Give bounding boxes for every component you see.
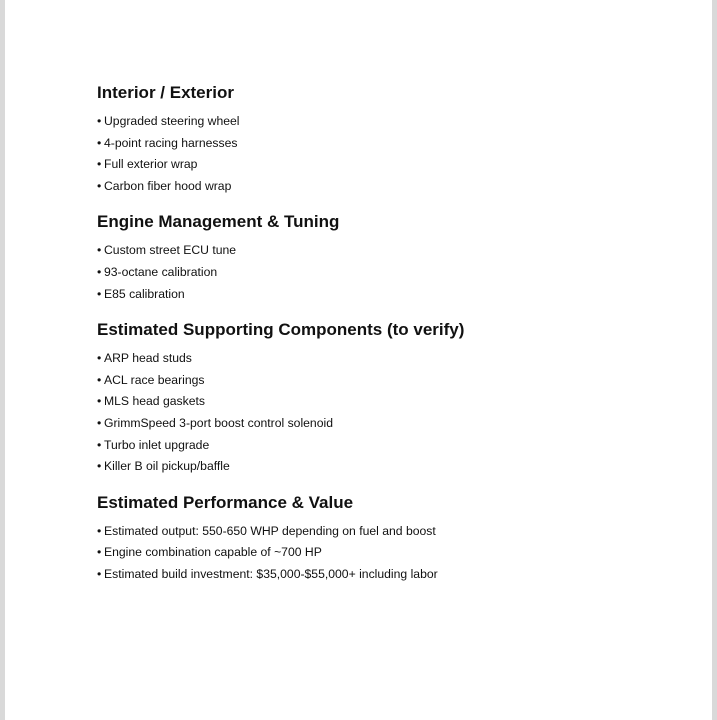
list-item (97, 391, 677, 413)
list-item (97, 111, 677, 133)
document-page (5, 0, 712, 720)
bullet-icon: • (97, 264, 102, 279)
section-title: Interior / Exterior (97, 83, 234, 102)
document-content (97, 82, 677, 600)
bullet-icon: • (97, 135, 102, 150)
list-item (97, 370, 677, 392)
list-item (97, 413, 677, 435)
section-title: Estimated Supporting Components (to verify) (97, 320, 465, 340)
list-item (97, 284, 677, 306)
section-engine-management (97, 211, 677, 305)
section-title: Engine Management & Tuning (97, 212, 340, 232)
list-item (97, 456, 677, 478)
list-item-text: GrimmSpeed 3-port boost control solenoid (104, 415, 333, 430)
list-item (97, 262, 677, 284)
list-item (97, 542, 677, 564)
list-item-text: Upgraded steering wheel (104, 114, 240, 128)
list-item-text: Carbon fiber hood wrap (104, 178, 232, 193)
bullet-icon: • (97, 566, 102, 581)
list-item-text: Killer B oil pickup/baffle (104, 459, 230, 474)
section-title: Estimated Performance & Value (97, 492, 354, 512)
list-item (97, 176, 677, 198)
list-item-text: Estimated output: 550-650 WHP depending on fuel and boost (104, 523, 436, 538)
bullet-icon: • (97, 157, 102, 172)
list-item-text: Engine combination capable of ~700 HP (104, 545, 322, 560)
list-item (97, 240, 677, 262)
bullet-icon: • (97, 523, 102, 538)
list-item-text: 4-point racing harnesses (104, 135, 238, 150)
list-item (97, 521, 677, 543)
section-supporting-components (97, 319, 677, 478)
list-item-text: ARP head studs (104, 351, 192, 366)
bullet-icon: • (97, 394, 102, 409)
bullet-icon: • (97, 372, 102, 387)
list-item-text: Full exterior wrap (104, 157, 198, 172)
list-item-text: Custom street ECU tune (104, 243, 237, 258)
list-item (97, 154, 677, 176)
list-item-text: Estimated build investment: $35,000-$55,000+ including labor (104, 566, 438, 581)
bullet-icon: • (97, 437, 102, 452)
list-item-text: Turbo inlet upgrade (104, 437, 210, 452)
bullet-icon: • (97, 351, 102, 366)
section-interior-exterior (97, 82, 677, 197)
bullet-icon: • (97, 415, 102, 430)
list-item-text: MLS head gaskets (104, 394, 205, 409)
bullet-icon: • (97, 243, 102, 258)
section-performance-value (97, 492, 677, 586)
list-item-text: ACL race bearings (104, 372, 205, 387)
bullet-icon: • (97, 286, 102, 301)
list-item-text: 93-octane calibration (104, 264, 218, 279)
bullet-icon: • (97, 114, 102, 128)
list-item-text: E85 calibration (104, 286, 185, 301)
bullet-icon: • (97, 545, 102, 560)
list-item (97, 435, 677, 457)
list-item (97, 348, 677, 370)
bullet-icon: • (97, 459, 102, 474)
list-item (97, 133, 677, 155)
bullet-icon: • (97, 178, 102, 193)
list-item (97, 564, 677, 586)
